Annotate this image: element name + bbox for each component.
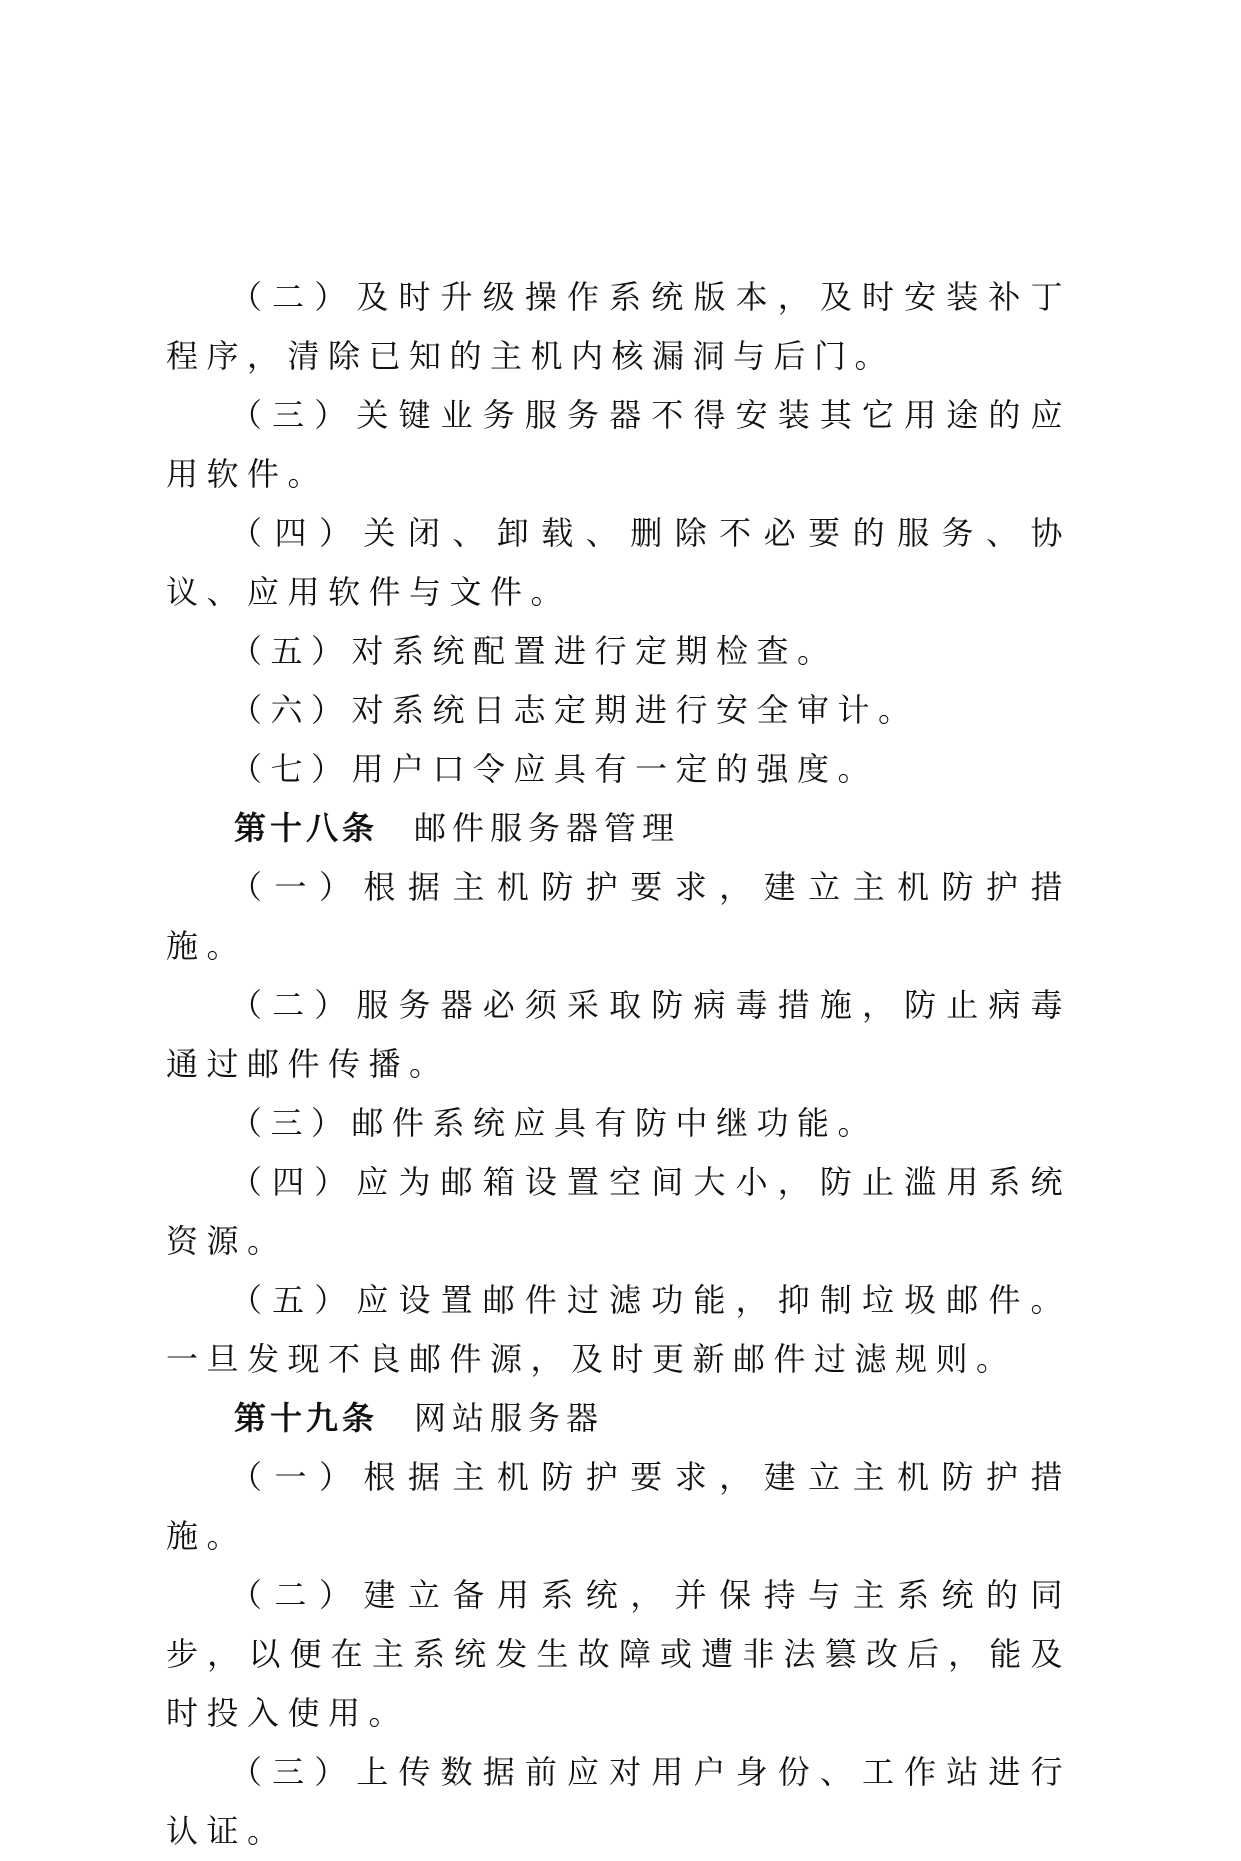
paragraph-item: （四）关闭、卸载、删除不必要的服务、协议、应用软件与文件。 bbox=[166, 514, 1071, 611]
article-title: 网站服务器 bbox=[414, 1399, 605, 1437]
paragraph-item: （五）应设置邮件过滤功能，抑制垃圾邮件。一旦发现不良邮件源，及时更新邮件过滤规则。 bbox=[166, 1281, 1071, 1378]
paragraph-item: （四）应为邮箱设置空间大小，防止滥用系统资源。 bbox=[166, 1163, 1071, 1260]
paragraph-item: （六）对系统日志定期进行安全审计。 bbox=[230, 691, 919, 729]
paragraph-item: （二）及时升级操作系统版本，及时安装补丁程序，清除已知的主机内核漏洞与后门。 bbox=[166, 278, 1071, 375]
article-heading bbox=[166, 1389, 1071, 1448]
paragraph-item: （七）用户口令应具有一定的强度。 bbox=[230, 750, 879, 788]
paragraph-item: （二）服务器必须采取防病毒措施，防止病毒通过邮件传播。 bbox=[166, 986, 1071, 1083]
article-heading bbox=[166, 799, 1071, 858]
paragraph-item: （三）上传数据前应对用户身份、工作站进行认证。 bbox=[166, 1753, 1071, 1850]
paragraph-item: （一）根据主机防护要求，建立主机防护措施。 bbox=[166, 1458, 1071, 1555]
article-number: 第十九条 bbox=[234, 1399, 379, 1437]
paragraph-item: （一）根据主机防护要求，建立主机防护措施。 bbox=[166, 868, 1071, 965]
article-number: 第十八条 bbox=[234, 809, 379, 847]
paragraph-item: （三）关键业务服务器不得安装其它用途的应用软件。 bbox=[166, 396, 1071, 493]
article-title: 邮件服务器管理 bbox=[414, 809, 681, 847]
paragraph-item: （五）对系统配置进行定期检查。 bbox=[230, 632, 838, 670]
document-page bbox=[166, 268, 1071, 1861]
paragraph-item: （二）建立备用系统，并保持与主系统的同步，以便在主系统发生故障或遭非法篡改后，能及时投入使用。 bbox=[166, 1576, 1071, 1732]
paragraph-item: （三）邮件系统应具有防中继功能。 bbox=[230, 1104, 879, 1142]
